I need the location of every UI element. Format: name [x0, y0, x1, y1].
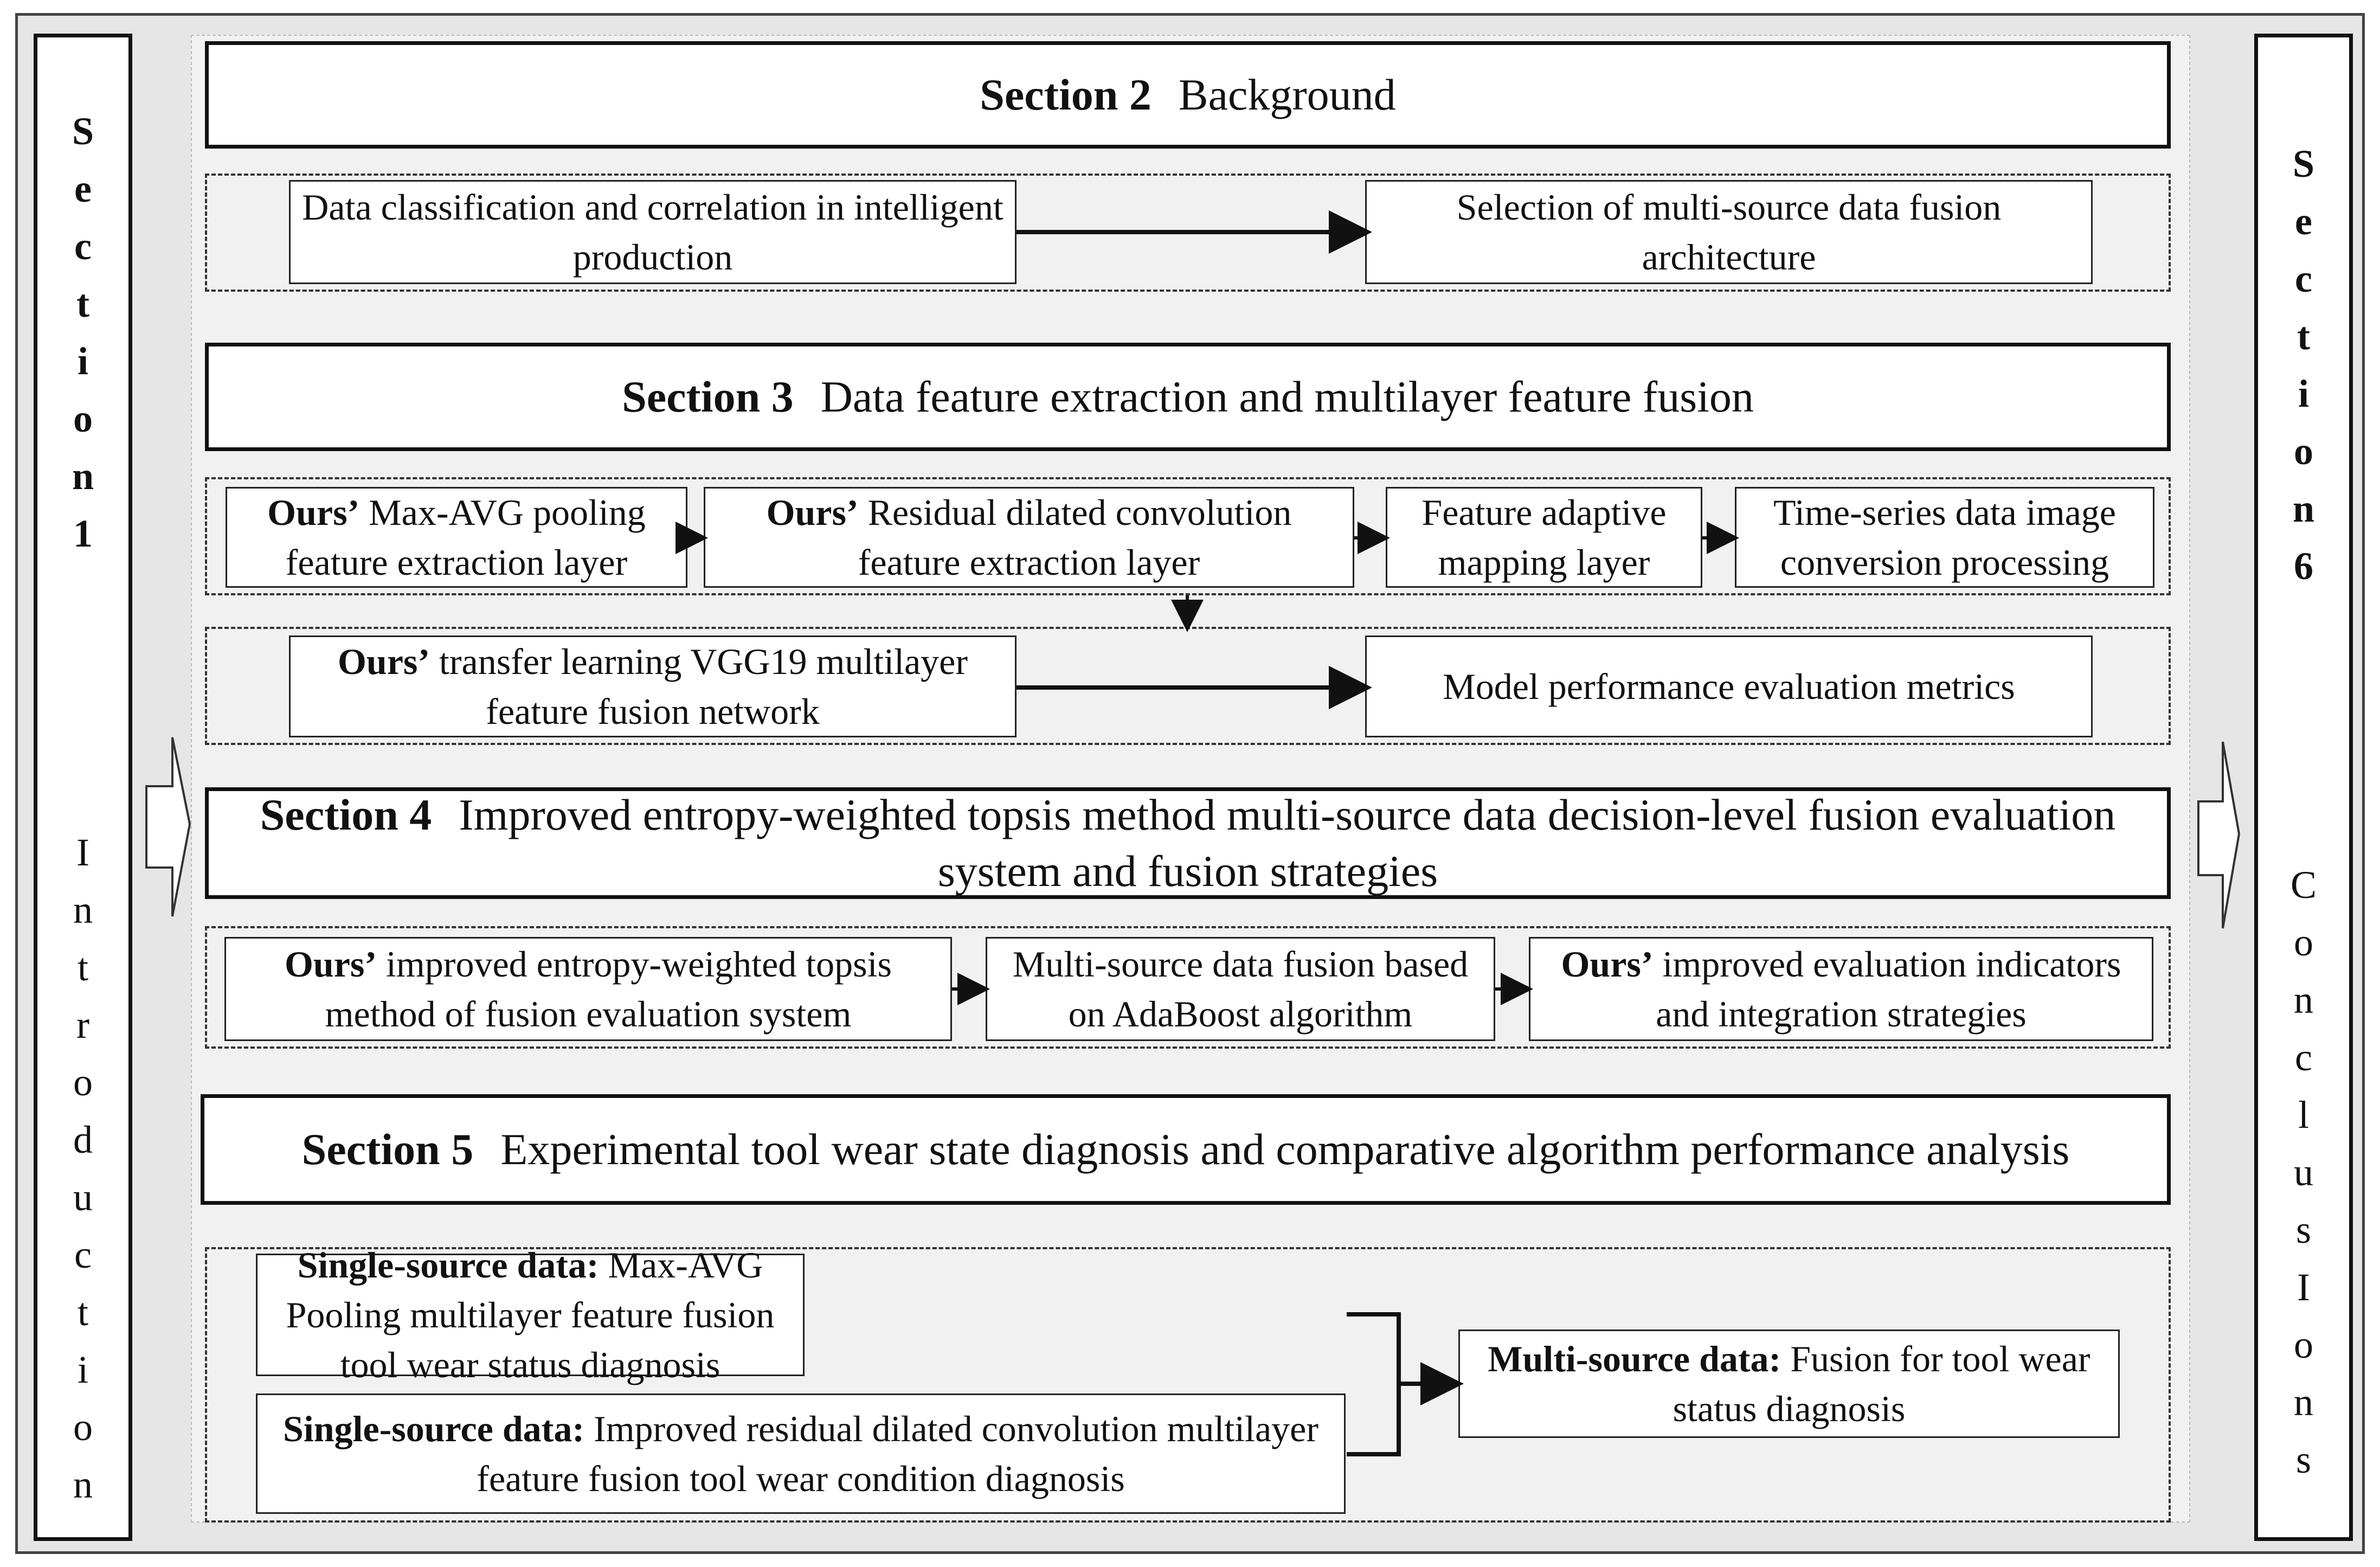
vertical-letter: l — [2298, 1093, 2309, 1136]
ours-label: Ours’ — [766, 492, 859, 533]
data-classification-text: Data classification and correlation in intelligent production — [302, 187, 1004, 278]
entropy-topsis-text: improved entropy-weighted topsis method of fusion evaluation system — [325, 943, 892, 1035]
ours-label: Ours’ — [337, 641, 430, 682]
vertical-letter: s — [2295, 1438, 2312, 1481]
arrow-conclusions-icon — [2198, 742, 2239, 928]
vertical-letter: n — [2294, 978, 2313, 1022]
vertical-letter: n — [73, 888, 93, 932]
vertical-letter: t — [77, 1290, 88, 1334]
integration-strategies-text: improved evaluation indicators and integration strategies — [1656, 943, 2121, 1035]
vertical-letter: I — [2297, 1266, 2310, 1309]
adaboost-fusion-text: Multi-source data fusion based on AdaBoost algorithm — [1012, 943, 1469, 1035]
ours-label: Ours’ — [1561, 943, 1654, 985]
vertical-letter: s — [2295, 1208, 2312, 1251]
vertical-letter: n — [72, 454, 94, 498]
single-source-label: Single-source data: — [283, 1408, 584, 1449]
vgg19-fusion-text: transfer learning VGG19 multilayer feature fusion network — [439, 641, 968, 732]
vertical-letter: c — [2295, 257, 2312, 300]
vertical-letter: n — [2294, 1380, 2313, 1424]
section4-number: Section 4 — [260, 790, 432, 839]
evaluation-metrics-text: Model performance evaluation metrics — [1443, 666, 2015, 707]
vertical-letter: n — [73, 1463, 93, 1506]
arrow-introduction-icon — [146, 737, 190, 916]
fusion-architecture-text: Selection of multi-source data fusion architecture — [1456, 187, 2002, 278]
vertical-letter: o — [2294, 1323, 2313, 1366]
vertical-letter: i — [77, 1348, 88, 1391]
vertical-letter: 6 — [2294, 544, 2313, 588]
vertical-letter: o — [73, 1061, 93, 1104]
residual-dilated-text: Residual dilated convolution feature extraction layer — [858, 492, 1292, 583]
max-avg-pooling-text: Max-AVG pooling feature extraction layer — [285, 492, 646, 583]
vertical-letter: o — [73, 1405, 93, 1449]
single-source-pooling-text: Max-AVG Pooling multilayer feature fusion tool wear status diagnosis — [286, 1244, 775, 1385]
vertical-letter: n — [2292, 487, 2315, 530]
vertical-letter: e — [2295, 200, 2312, 243]
vertical-letter: S — [2292, 142, 2315, 185]
vertical-letter: u — [2294, 1151, 2313, 1194]
section3-number: Section 3 — [622, 372, 794, 421]
section4-title: Improved entropy-weighted topsis method multi-source data decision-level fusion evaluation system and fusion strategies — [459, 790, 2116, 896]
vertical-letter: 1 — [73, 512, 93, 555]
vertical-letter: o — [73, 397, 93, 440]
vertical-letter: e — [74, 167, 92, 210]
ours-label: Ours’ — [285, 943, 377, 985]
vertical-letter: u — [73, 1176, 93, 1219]
vertical-letter: S — [72, 110, 94, 153]
vertical-letter: c — [74, 224, 92, 268]
single-source-label: Single-source data: — [297, 1244, 599, 1286]
vertical-letter: d — [73, 1118, 93, 1161]
ours-label: Ours’ — [267, 492, 360, 533]
section5-title: Experimental tool wear state diagnosis and comparative algorithm performance analysis — [500, 1125, 2070, 1174]
section3-title: Data feature extraction and multilayer feature fusion — [820, 372, 1754, 421]
vertical-letter: r — [76, 1003, 89, 1046]
vertical-letter: C — [2290, 863, 2317, 907]
vertical-letter: i — [77, 339, 88, 383]
section5-number: Section 5 — [301, 1125, 474, 1174]
time-series-text: Time-series data image conversion processing — [1773, 492, 2116, 583]
vertical-letter: o — [2294, 921, 2313, 964]
section2-title: Background — [1178, 70, 1396, 119]
feature-mapping-text: Feature adaptive mapping layer — [1421, 492, 1667, 583]
vertical-letter: I — [76, 831, 89, 874]
vertical-letter: i — [2298, 372, 2309, 415]
bracket-single-sources — [1347, 1314, 1399, 1454]
multi-source-label: Multi-source data: — [1488, 1338, 1781, 1379]
vertical-letter: c — [74, 1233, 92, 1276]
vertical-letter: t — [2297, 314, 2310, 358]
single-source-residual-text: Improved residual dilated convolution multilayer feature fusion tool wear condition diagnosis — [477, 1408, 1318, 1499]
vertical-letter: t — [77, 946, 88, 989]
vertical-letter: t — [76, 282, 89, 325]
vertical-letter: c — [2295, 1036, 2312, 1079]
section2-number: Section 2 — [980, 70, 1152, 119]
multi-source-fusion-text: Fusion for tool wear status diagnosis — [1673, 1338, 2090, 1429]
vertical-letter: o — [2294, 429, 2313, 473]
